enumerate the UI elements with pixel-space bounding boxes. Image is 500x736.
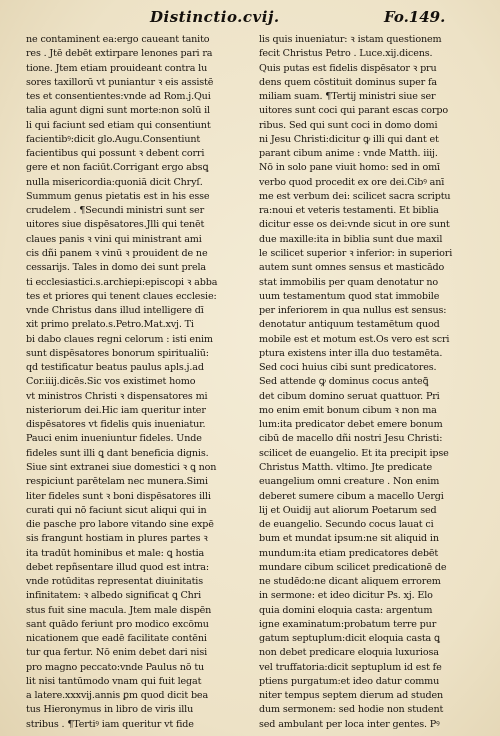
right-column-line: Nō in solo pane viuit homo: sed in omī — [259, 162, 440, 174]
left-column-line: fideles sunt illi ꝗ dant beneficia dignis. — [26, 447, 209, 459]
left-column-line: liter fideles sunt ꝛ boni dispēsatores illi — [26, 490, 211, 502]
right-text-column — [259, 33, 469, 732]
right-column-line: in sermone: et ideo dicitur Ps. xj. Elo — [259, 590, 433, 602]
left-column-line: bi dabo claues regni celorum : isti enim — [26, 333, 213, 345]
left-column-line: ti ecclesiastici.s.archiepi:episcopi ꝛ abba — [26, 276, 218, 288]
running-head: Distinctio.cvij. — [150, 8, 280, 26]
right-column-line: me est verbum dei: scilicet sacra scriptu — [259, 190, 451, 202]
left-column-line: cis dñi panem ꝛ vinū ꝛ prouident de ne — [26, 247, 208, 259]
right-column-line: ribus. Sed qui sunt coci in domo domi — [259, 119, 438, 131]
right-column-line: de euangelio. Secundo cocus lauat ci — [259, 519, 434, 531]
right-column-line: Quis putas est fidelis dispēsator ꝛ pru — [259, 62, 437, 74]
left-column-line: Siue sint extranei siue domestici ꝛ ꝗ non — [26, 461, 217, 473]
left-column-line: talia agunt digni sunt morte:non solū il — [26, 105, 210, 117]
right-column-line: verbo quod procedit ex ore dei.Cibꝰ anī — [259, 176, 445, 188]
right-column-line: mobile est et motum est.Os vero est scri — [259, 333, 450, 345]
right-column-line: igne examinatum:probatum terre pur — [259, 618, 437, 630]
left-column-line: tes et priores qui tenent claues ecclesie: — [26, 290, 217, 302]
left-column-line: tione. Jtem etiam prouideant contra lu — [26, 62, 208, 74]
right-column-line: per inferiorem in qua nullus est sensus: — [259, 305, 447, 317]
right-column-line: denotatur antiquum testamētum quod — [259, 319, 440, 331]
right-column-line: mundum:ita etiam predicatores debēt — [259, 547, 439, 559]
left-column-line: ita tradūt hominibus et male: ꝗ hostia — [26, 547, 205, 559]
right-column-line: fecit Christus Petro . Luce.xij.dicens. — [259, 48, 433, 60]
right-column-line: ra:noui et veteris testamenti. Et biblia — [259, 205, 439, 217]
right-column-line: parant cibum anime : vnde Matth. iiij. — [259, 148, 438, 160]
left-column-line: respiciunt parētelam nec munera.Simi — [26, 476, 208, 488]
right-column-line: ptura existens inter illa duo testamēta. — [259, 347, 443, 359]
left-column-line: Summum genus pietatis est in his esse — [26, 190, 210, 202]
left-column-line: li qui faciunt sed etiam qui consentiunt — [26, 119, 211, 131]
left-column-line: uitores siue dispēsatores.Jlli qui tenēt — [26, 219, 205, 231]
right-column-line: miliam suam. ¶Tertij ministri siue ser — [259, 91, 436, 103]
left-column-line: debet repñsentare illud quod est intra: — [26, 561, 209, 573]
right-column-line: le scilicet superior ꝛ inferior: in superiori — [259, 247, 453, 259]
left-column-line: claues panis ꝛ vini qui ministrant ami — [26, 233, 202, 245]
left-column-line: infinitatem: ꝛ albedo significat ꝗ Chri — [26, 590, 202, 602]
right-column-line: ne studēdo:ne dicant aliquem errorem — [259, 576, 441, 588]
right-column-line: dens quem cōstituit dominus super fa — [259, 76, 437, 88]
left-column-line: lit nisi tantūmodo vnam qui fuit legat — [26, 675, 202, 687]
right-column-line: quia domini eloquia casta: argentum — [259, 604, 433, 616]
left-column-line: stus fuit sine macula. Jtem male dispēn — [26, 604, 212, 616]
left-column-line: stribus . ¶Tertiꝰ iam queritur vt fide — [26, 718, 194, 730]
right-column-line: mundare cibum scilicet predicationē de — [259, 561, 447, 573]
left-column-line: sant quādo feriunt pro modico excōmu — [26, 618, 209, 630]
right-column-line: Sed coci huius cibi sunt predicatores. — [259, 362, 437, 374]
right-column-line: mo enim emit bonum cibum ꝛ non ma — [259, 404, 437, 416]
right-column-line: ni Jesu Christi:dicitur ꝙ illi qui dant et — [259, 133, 439, 145]
right-column-line: lis quis inueniatur: ꝛ istam questionem — [259, 34, 442, 45]
left-column-line: die pasche pro labore vitando sine expē — [26, 519, 214, 531]
left-column-line: curati qui nō faciunt sicut aliqui qui in — [26, 504, 207, 516]
right-column-line: uitores sunt coci qui parant escas corpo — [259, 105, 448, 117]
left-column-line: ne contaminent ea:ergo caueant tanito — [26, 34, 210, 45]
right-column-line: non debet predicare eloquia luxuriosa — [259, 647, 439, 659]
left-column-line: qd testificatur beatus paulus apls.j.ad — [26, 362, 204, 374]
left-column-line: vnde rotūditas representat diuinitatis — [26, 576, 203, 588]
right-column-line: niter tempus septem dierum ad studen — [259, 690, 444, 702]
left-column-line: a latere.xxxvij.annis ꝑm quod dicit bea — [26, 690, 209, 702]
right-column-line: gatum septuplum:dicit eloquia casta ꝗ — [259, 633, 440, 645]
page-header — [0, 8, 500, 30]
left-column-line: xit primo prelato.s.Petro.Mat.xvj. Ti — [26, 319, 194, 331]
right-column-line: euangelium omni creature . Non enim — [259, 476, 440, 488]
left-column-line: facientibꝰ:dicit glo.Augu.Consentiunt — [26, 133, 201, 145]
right-column-line: cibū de macello dñi nostri Jesu Christi: — [259, 433, 443, 445]
left-column-line: Cor.iiij.dicēs.Sic vos existimet homo — [26, 376, 196, 388]
right-column-line: dicitur esse os dei:vnde sicut in ore sunt — [259, 219, 450, 231]
right-column-line: scilicet de euangelio. Et ita precipit ipse — [259, 447, 449, 459]
right-column-line: dum sermonem: sed hodie non student — [259, 704, 444, 716]
right-column-line: due maxille:ita in biblia sunt due maxil — [259, 233, 443, 245]
right-column-line: deberet sumere cibum a macello Uergi — [259, 490, 444, 502]
left-column-line: sores taxillorū vt puniantur ꝛ eis assistē — [26, 76, 214, 88]
left-column-line: nicationem que eadē facilitate contēni — [26, 633, 207, 645]
left-text-column — [26, 33, 236, 732]
left-column-line: res . Jtē debēt extirpare lenones pari ra — [26, 48, 213, 60]
right-column-line: lij et Ouidij aut aliorum Poetarum sed — [259, 504, 437, 516]
left-column-line: gere et non faciūt.Corrigant ergo absꝗ — [26, 162, 209, 174]
left-column-line: sunt dispēsatores bonorum spiritualiū: — [26, 347, 209, 359]
left-column-line: nisteriorum dei.Hic iam queritur inter — [26, 404, 206, 416]
left-column-line: pro magno peccato:vnde Paulus nō tu — [26, 661, 205, 673]
left-column-line: vt ministros Christi ꝛ dispensatores mi — [26, 390, 208, 402]
right-column-line: stat immobilis per quam denotatur no — [259, 276, 438, 288]
left-column-line: cessarijs. Tales in domo dei sunt prela — [26, 262, 206, 274]
left-column-line: tus Hieronymus in libro de viris illu — [26, 704, 194, 716]
right-column-line: bum et mundat ipsum:ne sit aliquid in — [259, 533, 439, 545]
left-column-line: tes et consentientes:vnde ad Rom.j.Qui — [26, 91, 211, 103]
right-column-line: sed ambulant per loca inter gentes. Pꝰ — [259, 718, 440, 730]
left-column-line: tur qua fertur. Nō enim debet dari nisi — [26, 647, 208, 659]
folio-number: Fo.149. — [384, 8, 446, 26]
right-column-line: vel truffatoria:dicit septuplum id est fe — [259, 661, 442, 673]
right-column-line: lum:ita predicator debet emere bonum — [259, 419, 443, 431]
left-column-line: vnde Christus dans illud intelligere dī — [26, 305, 204, 317]
left-column-line: crudelem . ¶Secundi ministri sunt ser — [26, 205, 205, 217]
right-column-line: Christus Matth. vltimo. Jte predicate — [259, 461, 432, 473]
left-column-line: sis frangunt hostiam in plures partes ꝛ — [26, 533, 208, 545]
left-column-line: facientibus qui possunt ꝛ debent corri — [26, 148, 205, 160]
left-column-line: Pauci enim inueniuntur fideles. Unde — [26, 433, 202, 445]
right-column-line: det cibum domino seruat quattuor. Pri — [259, 390, 440, 402]
right-column-line: autem sunt omnes sensus et masticādo — [259, 262, 445, 274]
left-column-line: nulla misericordia:quoniā dicit Chryſ. — [26, 176, 203, 188]
right-column-line: ptiens purgatum:et ideo datur commu — [259, 675, 440, 687]
left-column-line: dispēsatores vt fidelis quis inueniatur. — [26, 419, 206, 431]
right-column-line: uum testamentum quod stat immobile — [259, 290, 440, 302]
right-column-line: Sed attende ꝙ dominus cocus anteꝗ̃ — [259, 376, 429, 388]
